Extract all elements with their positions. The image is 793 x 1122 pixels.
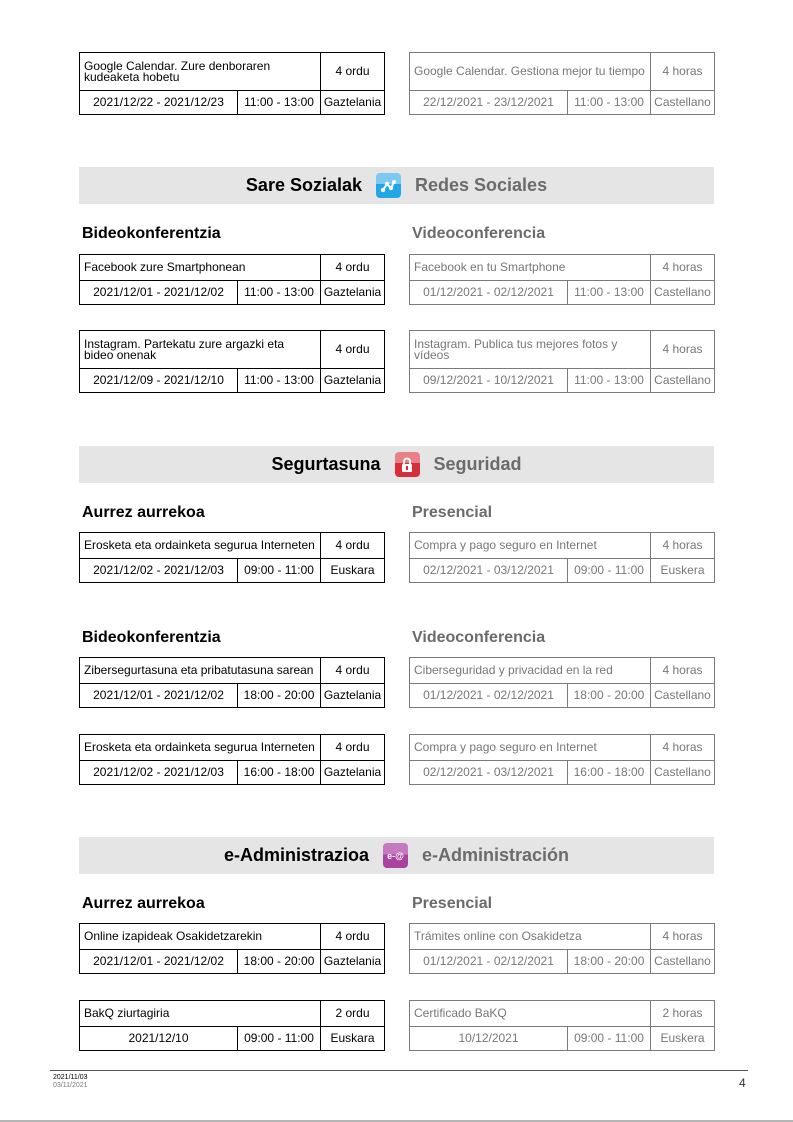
course-duration: 4 ordu xyxy=(321,924,385,950)
course-title: Online izapideak Osakidetzarekin xyxy=(80,924,321,950)
lock-icon xyxy=(395,452,420,477)
section-title-eu: Sare Sozialak xyxy=(245,175,362,195)
course-table-eu xyxy=(79,330,385,393)
course-table-es xyxy=(409,1000,715,1051)
course-duration: 4 ordu xyxy=(321,255,385,281)
footer-date-es: 03/11/2021 xyxy=(53,1082,88,1089)
delivery-mode-es: Videoconferencia xyxy=(412,225,546,242)
course-time: 18:00 - 20:00 xyxy=(568,684,651,708)
course-dates: 01/12/2021 - 02/12/2021 xyxy=(410,684,568,708)
course-duration: 4 horas xyxy=(651,735,715,761)
section-title-es: e-Administración xyxy=(422,845,570,865)
course-title: Compra y pago seguro en Internet xyxy=(410,735,651,761)
social-network-icon xyxy=(376,173,401,198)
course-duration: 4 ordu xyxy=(321,735,385,761)
course-duration: 4 horas xyxy=(651,255,715,281)
course-duration: 4 horas xyxy=(651,533,715,559)
course-time: 11:00 - 13:00 xyxy=(568,369,651,393)
course-language: Gaztelania xyxy=(321,950,385,974)
course-language: Castellano xyxy=(651,281,715,305)
course-time: 18:00 - 20:00 xyxy=(568,950,651,974)
section-header xyxy=(79,837,714,874)
course-duration: 4 ordu xyxy=(321,53,385,91)
page-number: 4 xyxy=(739,1076,746,1090)
footer-divider xyxy=(50,1070,748,1071)
course-title: Zibersegurtasuna eta pribatutasuna sarean xyxy=(80,658,321,684)
course-title: Ciberseguridad y privacidad en la red xyxy=(410,658,651,684)
course-language: Gaztelania xyxy=(321,684,385,708)
course-language: Euskara xyxy=(321,559,385,583)
course-language: Castellano xyxy=(651,950,715,974)
course-table-es xyxy=(409,532,715,583)
course-dates: 02/12/2021 - 03/12/2021 xyxy=(410,559,568,583)
course-dates: 2021/12/02 - 2021/12/03 xyxy=(80,559,238,583)
course-time: 11:00 - 13:00 xyxy=(568,281,651,305)
course-table-eu xyxy=(79,254,385,305)
section-header xyxy=(79,167,714,204)
course-language: Castellano xyxy=(651,761,715,785)
course-time: 11:00 - 13:00 xyxy=(568,91,651,115)
e-admin-icon-label: e-@ xyxy=(387,850,404,861)
course-duration: 2 ordu xyxy=(321,1001,385,1027)
course-title: Facebook en tu Smartphone xyxy=(410,255,651,281)
course-dates: 2021/12/01 - 2021/12/02 xyxy=(80,684,238,708)
course-language: Gaztelania xyxy=(321,281,385,305)
course-time: 11:00 - 13:00 xyxy=(238,91,321,115)
course-language: Gaztelania xyxy=(321,369,385,393)
course-time: 09:00 - 11:00 xyxy=(568,1027,651,1051)
course-dates: 09/12/2021 - 10/12/2021 xyxy=(410,369,568,393)
course-table-eu xyxy=(79,923,385,974)
course-duration: 4 horas xyxy=(651,331,715,369)
course-time: 09:00 - 11:00 xyxy=(568,559,651,583)
course-title: Erosketa eta ordainketa segurua Interneten xyxy=(80,735,321,761)
course-language: Castellano xyxy=(651,91,715,115)
course-duration: 4 ordu xyxy=(321,533,385,559)
course-duration: 2 horas xyxy=(651,1001,715,1027)
course-title: Google Calendar. Zure denboraren kudeaketa hobetu xyxy=(80,53,321,91)
course-title: Trámites online con Osakidetza xyxy=(410,924,651,950)
course-time: 18:00 - 20:00 xyxy=(238,950,321,974)
course-table-es xyxy=(409,254,715,305)
course-dates: 2021/12/01 - 2021/12/02 xyxy=(80,950,238,974)
delivery-mode-eu: Bideokonferentzia xyxy=(82,225,221,242)
course-table-es xyxy=(409,923,715,974)
course-duration: 4 horas xyxy=(651,924,715,950)
delivery-mode-es: Videoconferencia xyxy=(412,629,546,646)
course-table-es xyxy=(409,330,715,393)
course-dates: 01/12/2021 - 02/12/2021 xyxy=(410,950,568,974)
course-time: 11:00 - 13:00 xyxy=(238,281,321,305)
course-dates: 2021/12/01 - 2021/12/02 xyxy=(80,281,238,305)
course-dates: 2021/12/22 - 2021/12/23 xyxy=(80,91,238,115)
course-language: Euskara xyxy=(321,1027,385,1051)
course-time: 16:00 - 18:00 xyxy=(568,761,651,785)
course-time: 16:00 - 18:00 xyxy=(238,761,321,785)
course-time: 11:00 - 13:00 xyxy=(238,369,321,393)
course-title: Certificado BaKQ xyxy=(410,1001,651,1027)
course-language: Euskera xyxy=(651,1027,715,1051)
delivery-mode-es: Presencial xyxy=(412,895,493,912)
course-table-es xyxy=(409,657,715,708)
course-title: Compra y pago seguro en Internet xyxy=(410,533,651,559)
course-language: Gaztelania xyxy=(321,761,385,785)
delivery-mode-eu: Aurrez aurrekoa xyxy=(82,895,205,912)
course-language: Castellano xyxy=(651,369,715,393)
course-time: 09:00 - 11:00 xyxy=(238,1027,321,1051)
section-title-eu: Segurtasuna xyxy=(271,454,381,474)
section-header xyxy=(79,446,714,483)
footer-date-eu: 2021/11/03 xyxy=(53,1074,88,1081)
delivery-mode-eu: Bideokonferentzia xyxy=(82,629,221,646)
delivery-mode-eu: Aurrez aurrekoa xyxy=(82,504,205,521)
course-duration: 4 ordu xyxy=(321,658,385,684)
section-title-es: Seguridad xyxy=(433,454,522,474)
section-title-eu: e-Administrazioa xyxy=(223,845,369,865)
course-time: 09:00 - 11:00 xyxy=(238,559,321,583)
course-table-eu xyxy=(79,734,385,785)
course-title: Instagram. Partekatu zure argazki eta bideo onenak xyxy=(80,331,321,369)
delivery-mode-es: Presencial xyxy=(412,504,493,521)
section-title-es: Redes Sociales xyxy=(415,175,548,195)
course-title: Erosketa eta ordainketa segurua Interneten xyxy=(80,533,321,559)
e-admin-icon xyxy=(383,843,408,868)
course-table-eu xyxy=(79,52,385,115)
course-language: Castellano xyxy=(651,684,715,708)
course-dates: 2021/12/10 xyxy=(80,1027,238,1051)
course-dates: 22/12/2021 - 23/12/2021 xyxy=(410,91,568,115)
course-dates: 2021/12/02 - 2021/12/03 xyxy=(80,761,238,785)
course-dates: 2021/12/09 - 2021/12/10 xyxy=(80,369,238,393)
course-table-es xyxy=(409,734,715,785)
course-title: Facebook zure Smartphonean xyxy=(80,255,321,281)
course-title: Google Calendar. Gestiona mejor tu tiempo xyxy=(410,53,651,91)
course-time: 18:00 - 20:00 xyxy=(238,684,321,708)
course-duration: 4 horas xyxy=(651,53,715,91)
course-table-eu xyxy=(79,1000,385,1051)
course-language: Gaztelania xyxy=(321,91,385,115)
course-dates: 02/12/2021 - 03/12/2021 xyxy=(410,761,568,785)
course-title: Instagram. Publica tus mejores fotos y vídeos xyxy=(410,331,651,369)
course-table-eu xyxy=(79,657,385,708)
course-duration: 4 horas xyxy=(651,658,715,684)
course-duration: 4 ordu xyxy=(321,331,385,369)
course-dates: 10/12/2021 xyxy=(410,1027,568,1051)
course-title: BakQ ziurtagiria xyxy=(80,1001,321,1027)
course-dates: 01/12/2021 - 02/12/2021 xyxy=(410,281,568,305)
course-table-es xyxy=(409,52,715,115)
course-table-eu xyxy=(79,532,385,583)
course-language: Euskera xyxy=(651,559,715,583)
